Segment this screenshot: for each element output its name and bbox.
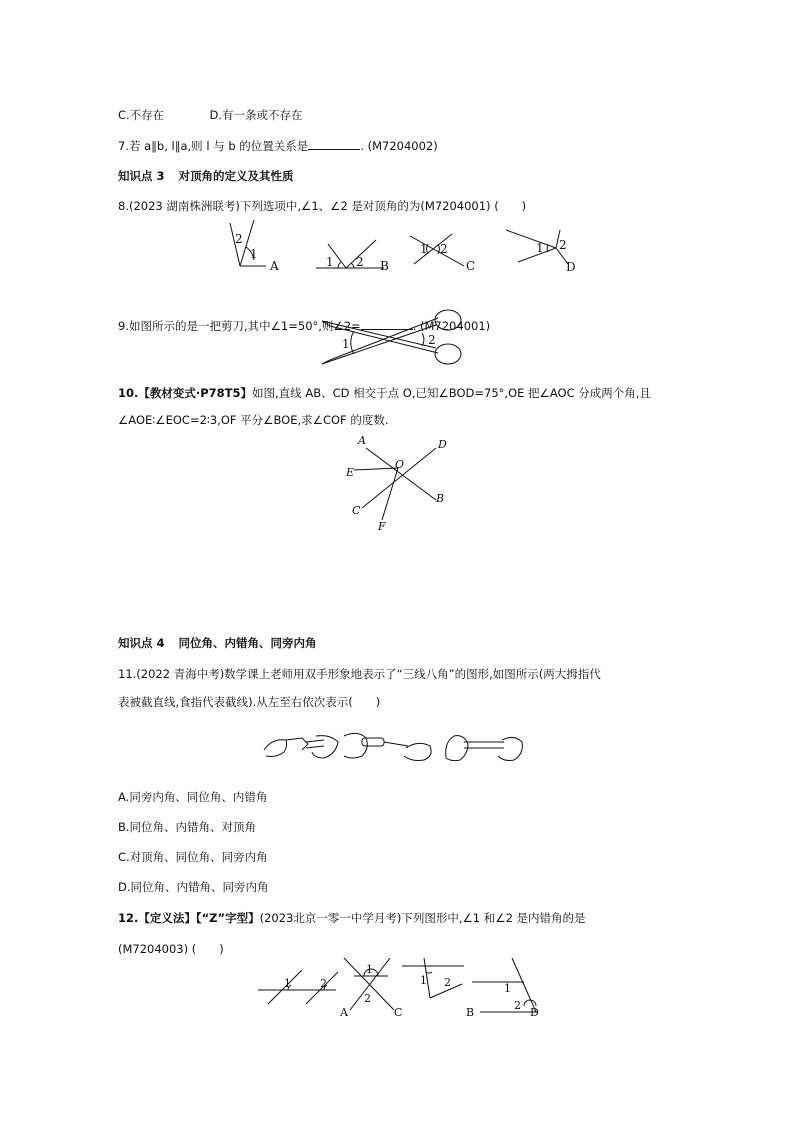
point-label: F	[378, 520, 386, 533]
q10-text: 如图,直线 AB、CD 相交于点 O,已知∠BOD=75°,OE 把∠AOC 分成两个角,且	[252, 386, 651, 400]
angle-label: 1	[420, 974, 427, 987]
figure-letter: A	[340, 1006, 348, 1019]
q12-figure-a	[339, 958, 402, 1019]
angle-label: 2	[428, 333, 436, 347]
section-heading-4	[118, 635, 317, 651]
q12-figure-b	[466, 958, 539, 1019]
q7	[118, 138, 438, 154]
point-label: C	[352, 504, 361, 517]
hand-gesture	[344, 733, 431, 760]
q12-figure-1	[258, 970, 338, 1004]
q11-option-d: D.同位角、内错角、同旁内角	[118, 880, 269, 894]
q6-options	[118, 107, 303, 123]
q9-code: . (M7204001)	[412, 319, 491, 333]
q8-figures	[200, 216, 600, 274]
angle-arc	[426, 972, 432, 973]
angle-arc	[338, 262, 341, 268]
q8-figure-b	[316, 240, 389, 273]
hand-outline	[404, 743, 431, 760]
section-title: 同位角、内错角、同旁内角	[178, 636, 317, 650]
angle-arc	[547, 245, 548, 252]
angle-label: 2	[235, 232, 243, 246]
q12-figure-c	[402, 958, 464, 998]
scissors-figure	[318, 306, 478, 374]
q8-figure-a	[230, 220, 279, 273]
finger	[306, 740, 324, 742]
line-ab	[366, 448, 436, 500]
finger	[306, 746, 324, 748]
angle-label: 2	[320, 977, 327, 990]
q8-text: 8.(2023 湖南株洲联考)下列选项中,∠1、∠2 是对顶角的为(M7204001) ( )	[118, 199, 527, 213]
q11-line2: 表被截直线,食指代表截线).从左至右依次表示( )	[118, 695, 381, 709]
angle-label: 2	[440, 242, 448, 256]
angle-label: 1	[342, 337, 350, 351]
angle-arc	[422, 333, 424, 346]
angle-label: 1	[326, 255, 334, 269]
figure-line	[506, 230, 556, 248]
q10-tag: 10.【教材变式·P78T5】	[118, 386, 253, 400]
q7-code: . (M7204002)	[360, 139, 438, 153]
scissors-handle	[435, 344, 461, 364]
angle-label: 1	[504, 982, 511, 995]
angle-label: 2	[514, 999, 521, 1012]
figure-letter: B	[466, 1006, 475, 1019]
q6-option-c: C.不存在	[118, 108, 165, 122]
q10-line1	[118, 385, 651, 401]
q11-option-b: B.同位角、内错角、对顶角	[118, 820, 257, 834]
angle-label: 2	[559, 238, 567, 252]
line-cd	[362, 448, 436, 508]
q12-tag: 12.【定义法】【“Z”字型】	[118, 911, 260, 925]
figure-line	[410, 236, 464, 266]
figure-letter: B	[380, 259, 389, 273]
q12-text: (2023北京一零一中学月考)下列图形中,∠1 和∠2 是内错角的是	[259, 911, 586, 925]
finger	[384, 742, 408, 746]
angle-label: 2	[364, 992, 371, 1005]
q9-text: 9.如图所示的是一把剪刀,其中∠1=50°,则∠2=	[118, 319, 361, 333]
figure-letter: C	[466, 259, 476, 273]
angle-arc	[351, 263, 354, 268]
angle-label: 1	[420, 242, 428, 256]
q12-line2: (M7204003) ( )	[118, 942, 224, 956]
hands-figure	[258, 728, 528, 768]
figure-letter: A	[270, 259, 279, 273]
q10-figure	[336, 430, 466, 534]
hand-gesture	[446, 736, 523, 761]
figure-letter: D	[566, 260, 576, 274]
ray-of	[382, 468, 398, 520]
scissors-blade	[322, 321, 438, 353]
finger	[362, 738, 384, 746]
q8-figure-d	[506, 230, 576, 274]
hand-outline	[264, 738, 302, 757]
q11-option-a: A.同旁内角、同位角、内错角	[118, 790, 268, 804]
answer-blank[interactable]	[308, 138, 360, 150]
point-label: E	[346, 466, 355, 479]
section-title: 对顶角的定义及其性质	[178, 169, 294, 183]
angle-label: 1	[536, 241, 544, 255]
angle-label: 1	[366, 963, 373, 976]
hand-outline	[498, 737, 522, 760]
q11-line1: 11.(2022 青海中考)数学课上老师用双手形象地表示了“三线八角”的图形,如图所示(两大拇指代	[118, 667, 601, 681]
point-label: B	[436, 492, 445, 505]
q8-figure-c	[410, 234, 475, 273]
point-label: A	[358, 434, 366, 447]
section-label: 知识点 3	[118, 169, 165, 183]
angle-label: 2	[356, 255, 364, 269]
q11-option-c: C.对顶角、同位角、同旁内角	[118, 850, 268, 864]
ray-oe	[354, 468, 398, 470]
section-label: 知识点 4	[118, 636, 165, 650]
scissors-handle	[435, 310, 461, 330]
q7-text: 7.若 a∥b, l∥a,则 l 与 b 的位置关系是	[118, 139, 309, 153]
figure-letter: C	[394, 1006, 403, 1019]
point-label: D	[438, 438, 447, 451]
q6-option-d: D.有一条或不存在	[209, 108, 303, 122]
point-label: O	[395, 458, 405, 471]
angle-label: 2	[444, 976, 451, 989]
figure-letter: D	[530, 1006, 539, 1019]
q12-figures	[254, 954, 554, 1020]
q12-line1	[118, 910, 586, 926]
angle-label: 1	[284, 977, 291, 990]
hand-gesture	[264, 736, 338, 758]
q10-line2: ∠AOE∶∠EOC=2∶3,OF 平分∠BOE,求∠COF 的度数.	[118, 413, 389, 427]
angle-label: 1	[250, 247, 258, 261]
section-heading-3	[118, 168, 294, 184]
